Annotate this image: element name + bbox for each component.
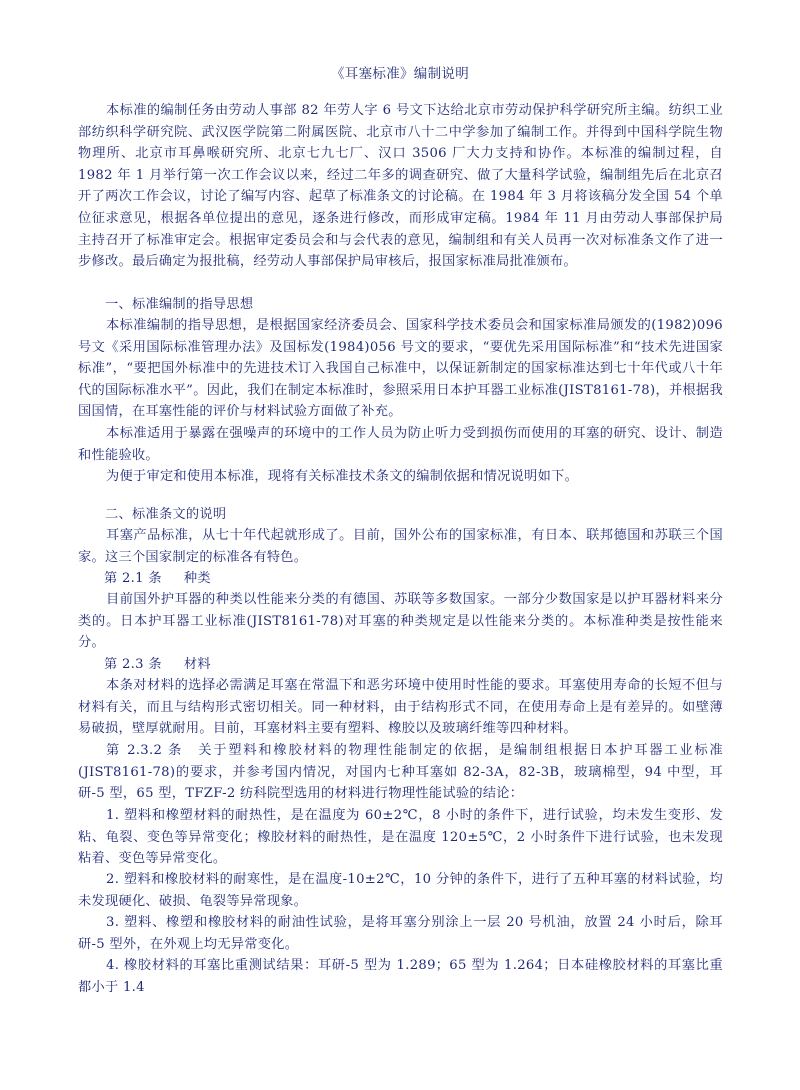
test-result-item-4: 4. 橡胶材料的耳塞比重测试结果：耳研-5 型为 1.289；65 型为 1.264；日本硅橡胶材料的耳塞比重都小于 1.4 xyxy=(78,958,723,995)
test-result-item-1: 1. 塑料和橡塑材料的耐热性，是在温度为 60±2℃，8 小时的条件下，进行试验，均未发生变形、发粘、龟裂、变色等异常变化；橡胶材料的耐热性，是在温度 120±5℃，2 小时条件下进行试验，也未发现粘着、变色等异常变化。 xyxy=(78,808,723,867)
section1-paragraph-1: 本标准编制的指导思想，是根据国家经济委员会、国家科学技术委员会和国家标准局颁发的(1982)096 号文《采用国际标准管理办法》及国标发(1984)056 号文的要求，“要优先采用国际标准”和“技术先进国家标准”，“要把国外标准中的先进技术订入我国自己标准中，以保证新制定的国家标准达到七十年代或八十年代的国际标准水平”。因此，我们在制定本标准时，参照采用日本护耳器工业标准(JIST8161-78)，并根据我国国情，在耳塞性能的评价与材料试验方面做了补充。 xyxy=(78,318,723,420)
article-2-3-paragraph: 本条对材料的选择必需满足耳塞在常温下和恶劣环境中使用时性能的要求。耳塞使用寿命的长短不但与材料有关，而且与结构形式密切相关。同一种材料，由于结构形式不同，在使用寿命上是有差异的。如壁薄易破损，壁厚就耐用。目前，耳塞材料主要有塑料、橡胶以及玻璃纤维等四种材料。 xyxy=(78,678,723,737)
article-2-1-heading xyxy=(104,568,211,590)
test-result-item-2: 2. 塑料和橡胶材料的耐寒性，是在温度-10±2℃，10 分钟的条件下，进行了五种耳塞的材料试验，均未发现硬化、破损、龟裂等异常现象。 xyxy=(78,872,723,909)
article-2-1-name: 种类 xyxy=(183,571,211,586)
test-result-item-3: 3. 塑料、橡塑和橡胶材料的耐油性试验，是将耳塞分别涂上一层 20 号机油，放置 24 小时后，除耳研-5 型外，在外观上均无异常变化。 xyxy=(78,915,723,952)
article-2-3-number: 第 2.3 条 xyxy=(104,657,162,672)
section1-paragraph-3: 为便于审定和使用本标准，现将有关标准技术条文的编制依据和情况说明如下。 xyxy=(106,469,579,484)
section2-heading: 二、标准条文的说明 xyxy=(105,507,227,522)
article-2-3-heading xyxy=(104,654,211,676)
article-2-3-name: 材料 xyxy=(183,657,211,672)
document-title: 《耳塞标准》编制说明 xyxy=(331,66,469,82)
article-2-1-number: 第 2.1 条 xyxy=(104,571,162,586)
intro-paragraph: 本标准的编制任务由劳动人事部 82 年劳人字 6 号文下达给北京市劳动保护科学研究所主编。纺织工业部纺织科学研究院、武汉医学院第二附属医院、北京市八十二中学参加了编制工作。并得到中国科学院生物物理所、北京市耳鼻喉研究所、北京七九七厂、汉口 3506 厂大力支持和协作。本标准的编制过程，自 1982 年 1 月举行第一次工作会议以来，经过二年多的调查研究、做了大量科学试验，编制组先后在北京召开了两次工作会议，讨论了编写内容、起草了标准条文的讨论稿。在 1984 年 3 月将该稿分发全国 54 个单位征求意见，根据各单位提出的意见，逐条进行修改，而形成审定稿。1984 年 11 月由劳动人事部保护局主持召开了标准审定会。根据审定委员会和与会代表的意见，编制组和有关人员再一次对标准条文作了进一步修改。最后确定为报批稿，经劳动人事部保护局审核后，报国家标准局批准颁布。 xyxy=(78,103,723,270)
section2-paragraph: 耳塞产品标准，从七十年代起就形成了。目前，国外公布的国家标准，有日本、联邦德国和苏联三个国家。这三个国家制定的标准各有特色。 xyxy=(78,528,723,565)
article-2-3-2-paragraph: 第 2.3.2 条 关于塑料和橡胶材料的物理性能制定的依据，是编制组根据日本护耳器工业标准(JIST8161-78)的要求，并参考国内情况，对国内七种耳塞如 82-3A，82-3B，玻璃棉型，94 中型，耳研-5 型，65 型，TFZF-2 纺科院型选用的材料进行物理性能试验的结论： xyxy=(78,743,723,802)
article-2-1-paragraph: 目前国外护耳器的种类以性能来分类的有德国、苏联等多数国家。一部分少数国家是以护耳器材料来分类的。日本护耳器工业标准(JIST8161-78)对耳塞的种类规定是以性能来分类的。本标准种类是按性能来分。 xyxy=(78,592,723,651)
section1-paragraph-2: 本标准适用于暴露在强噪声的环境中的工作人员为防止听力受到损伤而使用的耳塞的研究、设计、制造和性能验收。 xyxy=(78,426,723,463)
section1-heading: 一、标准编制的指导思想 xyxy=(105,297,254,312)
